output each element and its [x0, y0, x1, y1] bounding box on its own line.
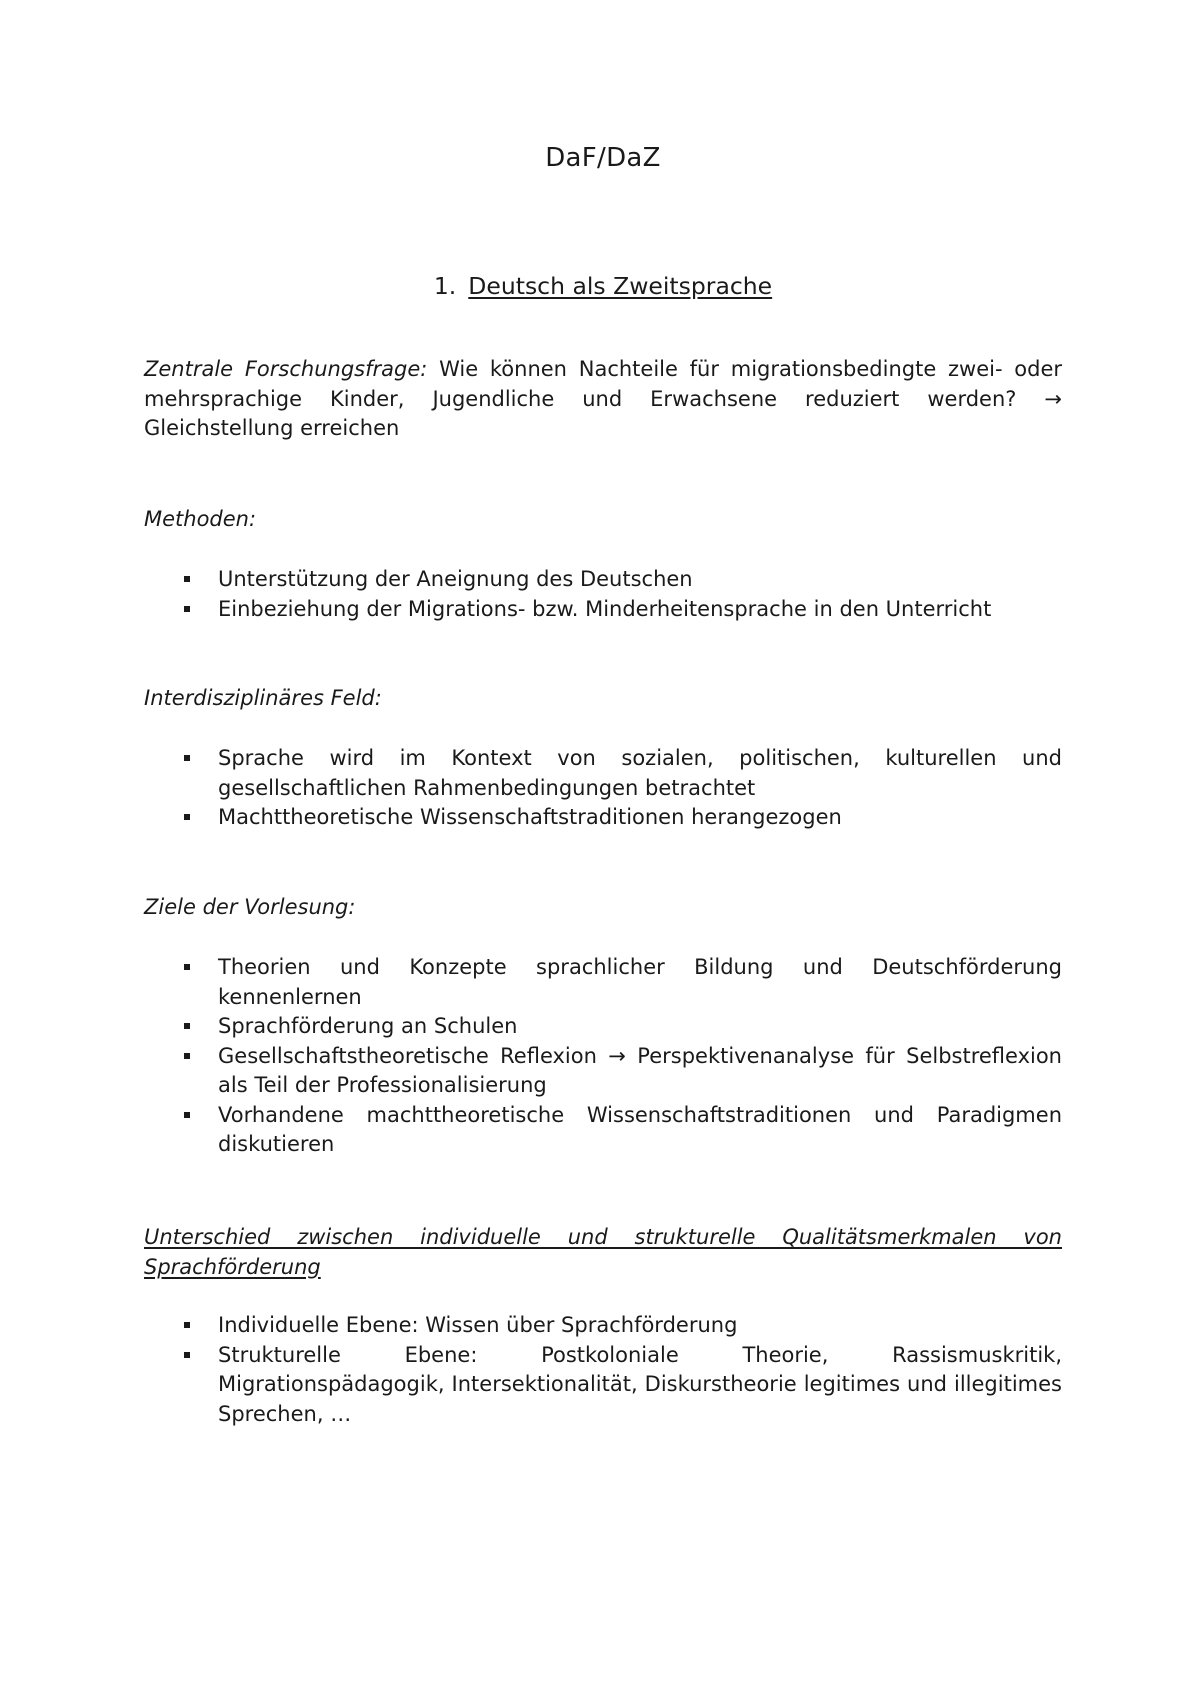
bullet-icon: [184, 1322, 190, 1328]
list-item: Individuelle Ebene: Wissen über Sprachförderung: [144, 1311, 1062, 1341]
list-item: Machttheoretische Wissenschaftstraditionen herangezogen: [144, 803, 1062, 833]
list-item: Einbeziehung der Migrations- bzw. Minderheitensprache in den Unterricht: [144, 595, 1062, 625]
goals-label: Ziele der Vorlesung:: [144, 895, 356, 919]
section-title: Deutsch als Zweitsprache: [468, 272, 773, 300]
list-item: Sprache wird im Kontext von sozialen, politischen, kulturellen und gesellschaftlichen Rahmenbedingungen betrachtet: [144, 744, 1062, 803]
goals-list: [144, 953, 1062, 1160]
difference-heading: Unterschied zwischen individuelle und strukturelle Qualitätsmerkmalen von Sprachförderung: [144, 1225, 1062, 1279]
list-item: Strukturelle Ebene: Postkoloniale Theorie, Rassismuskritik, Migrationspädagogik, Intersektionalität, Diskurstheorie legitimes und illegitimes Sprechen, …: [144, 1341, 1062, 1430]
list-item: Gesellschaftstheoretische Reflexion → Perspektivenanalyse für Selbstreflexion als Teil der Professionalisierung: [144, 1042, 1062, 1101]
difference-list: [144, 1311, 1062, 1429]
document-page: [144, 0, 1062, 1698]
bullet-icon: [184, 755, 190, 761]
methods-label: Methoden:: [144, 507, 257, 531]
bullet-icon: [184, 1352, 190, 1358]
bullet-icon: [184, 1112, 190, 1118]
research-question-label: Zentrale Forschungsfrage:: [144, 357, 428, 381]
list-item: Vorhandene machttheoretische Wissenschaftstraditionen und Paradigmen diskutieren: [144, 1101, 1062, 1160]
interdisciplinary-label: Interdisziplinäres Feld:: [144, 686, 382, 710]
bullet-icon: [184, 606, 190, 612]
list-item: Unterstützung der Aneignung des Deutschen: [144, 565, 1062, 595]
bullet-icon: [184, 1053, 190, 1059]
list-item: Sprachförderung an Schulen: [144, 1012, 1062, 1042]
list-item: Theorien und Konzepte sprachlicher Bildung und Deutschförderung kennenlernen: [144, 953, 1062, 1012]
bullet-icon: [184, 1023, 190, 1029]
methods-list: [144, 565, 1062, 624]
interdisciplinary-list: [144, 744, 1062, 833]
bullet-icon: [184, 814, 190, 820]
document-title: DaF/DaZ: [545, 143, 661, 173]
section-number: 1.: [433, 272, 457, 300]
research-question-paragraph: [144, 355, 1062, 444]
research-question-text: Wie können Nachteile für migrationsbedingte zwei- oder mehrsprachige Kinder, Jugendliche und Erwachsene reduziert werden? → Gleichstellung erreichen: [144, 357, 1063, 440]
section-heading: [144, 270, 1062, 302]
bullet-icon: [184, 964, 190, 970]
bullet-icon: [184, 576, 190, 582]
